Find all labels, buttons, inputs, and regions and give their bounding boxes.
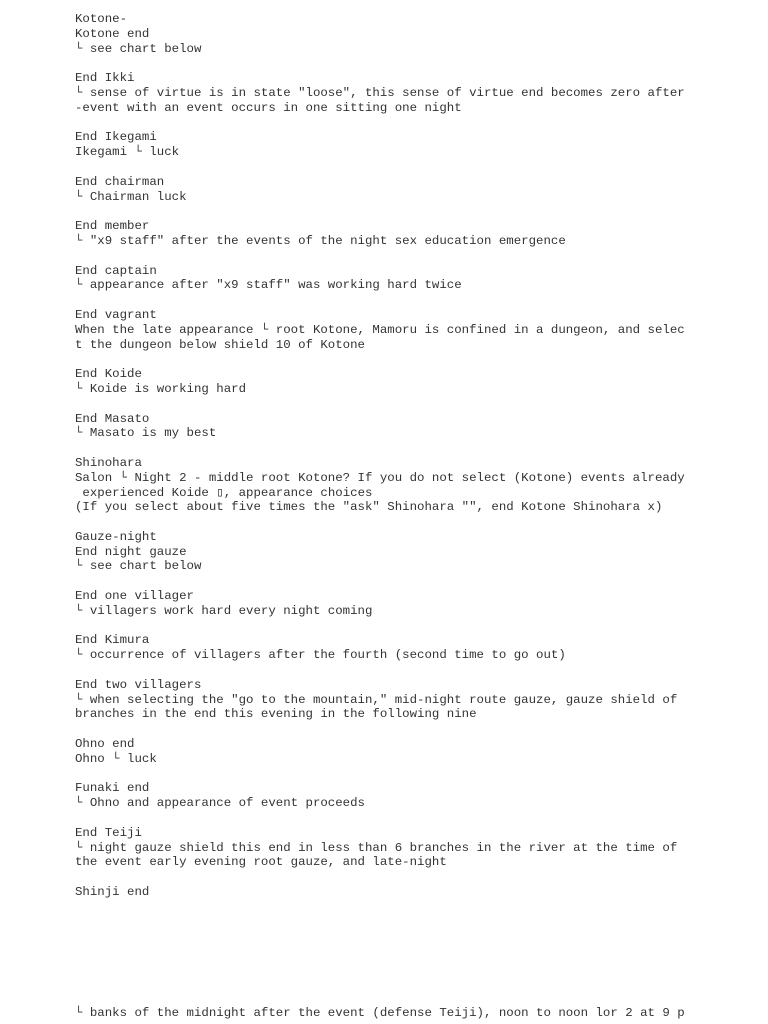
- entry-line: End night gauze: [75, 544, 187, 559]
- entry-line: └ "x9 staff" after the events of the night sex education emergence: [75, 233, 566, 248]
- entry-line: └ when selecting the "go to the mountain," mid-night route gauze, gauze shield of: [75, 692, 678, 707]
- entry-heading: Kotone-: [75, 12, 128, 26]
- entry-kimura: [75, 633, 755, 663]
- entry-line: (If you select about five times the "ask" Shinohara "", end Kotone Shinohara x): [75, 500, 663, 515]
- entry-line: └ night gauze shield this end in less than 6 branches in the river at the time of: [75, 840, 678, 855]
- entry-heading: Funaki end: [75, 781, 150, 796]
- entry-captain: [75, 264, 755, 294]
- entry-shinji: [75, 885, 755, 900]
- entry-line: When the late appearance └ root Kotone, Mamoru is confined in a dungeon, and selec: [75, 322, 685, 337]
- entry-line: Ohno └ luck: [75, 751, 157, 766]
- entry-funaki: [75, 781, 755, 811]
- entry-line: Salon └ Night 2 - middle root Kotone? If you do not select (Kotone) events already: [75, 470, 685, 485]
- entry-line: └ see chart below: [75, 559, 202, 574]
- entry-line: Kotone end: [75, 26, 150, 41]
- entry-heading: End Ikki: [75, 71, 135, 86]
- entry-heading: Ohno end: [75, 737, 135, 752]
- entry-teiji: [75, 826, 755, 870]
- document-body: [75, 12, 755, 915]
- entry-masato: [75, 412, 755, 442]
- entry-heading: End chairman: [75, 174, 165, 189]
- entry-heading: End member: [75, 219, 150, 234]
- entry-line: └ occurrence of villagers after the fourth (second time to go out): [75, 648, 566, 663]
- entry-heading: Gauze-night: [75, 529, 157, 544]
- entry-line: └ Chairman luck: [75, 189, 187, 204]
- entry-line: └ Masato is my best: [75, 426, 217, 441]
- entry-ikki: [75, 71, 755, 115]
- entry-heading: End Koide: [75, 367, 142, 382]
- entry-line: branches in the end this evening in the following nine: [75, 707, 477, 722]
- entry-heading: End one villager: [75, 589, 194, 604]
- entry-ohno: [75, 737, 755, 767]
- entry-two-villagers: [75, 678, 755, 722]
- entry-heading: End Ikegami: [75, 130, 157, 145]
- entry-heading: End Kimura: [75, 633, 150, 648]
- entry-shinohara: [75, 456, 755, 515]
- entry-heading: End captain: [75, 263, 157, 278]
- entry-heading: End vagrant: [75, 307, 157, 322]
- entry-line: └ appearance after "x9 staff" was working hard twice: [75, 278, 462, 293]
- entry-chairman: [75, 175, 755, 205]
- page-footer-line: └ banks of the midnight after the event (defense Teiji), noon to noon lor 2 at 9 p: [75, 1006, 685, 1020]
- entry-gauze-night: [75, 530, 755, 574]
- entry-line: -event with an event occurs in one sitting one night: [75, 100, 462, 115]
- entry-koide: [75, 367, 755, 397]
- entry-heading: End two villagers: [75, 677, 202, 692]
- entry-heading: Shinohara: [75, 455, 142, 470]
- entry-heading: End Teiji: [75, 825, 142, 840]
- entry-kotone: [75, 12, 755, 56]
- entry-line: └ sense of virtue is in state "loose", this sense of virtue end becomes zero after: [75, 85, 685, 100]
- entry-member: [75, 219, 755, 249]
- entry-one-villager: [75, 589, 755, 619]
- entry-line: └ Koide is working hard: [75, 381, 247, 396]
- entry-line: └ see chart below: [75, 41, 202, 56]
- entry-line: the event early evening root gauze, and late-night: [75, 855, 447, 870]
- entry-heading: End Masato: [75, 411, 150, 426]
- entry-line: t the dungeon below shield 10 of Kotone: [75, 337, 365, 352]
- entry-line: experienced Koide ▯, appearance choices: [75, 485, 373, 500]
- entry-line: Ikegami └ luck: [75, 145, 180, 160]
- entry-heading: Shinji end: [75, 885, 150, 900]
- entry-vagrant: [75, 308, 755, 352]
- entry-line: └ Ohno and appearance of event proceeds: [75, 796, 365, 811]
- entry-line: └ villagers work hard every night coming: [75, 603, 373, 618]
- entry-ikegami: [75, 130, 755, 160]
